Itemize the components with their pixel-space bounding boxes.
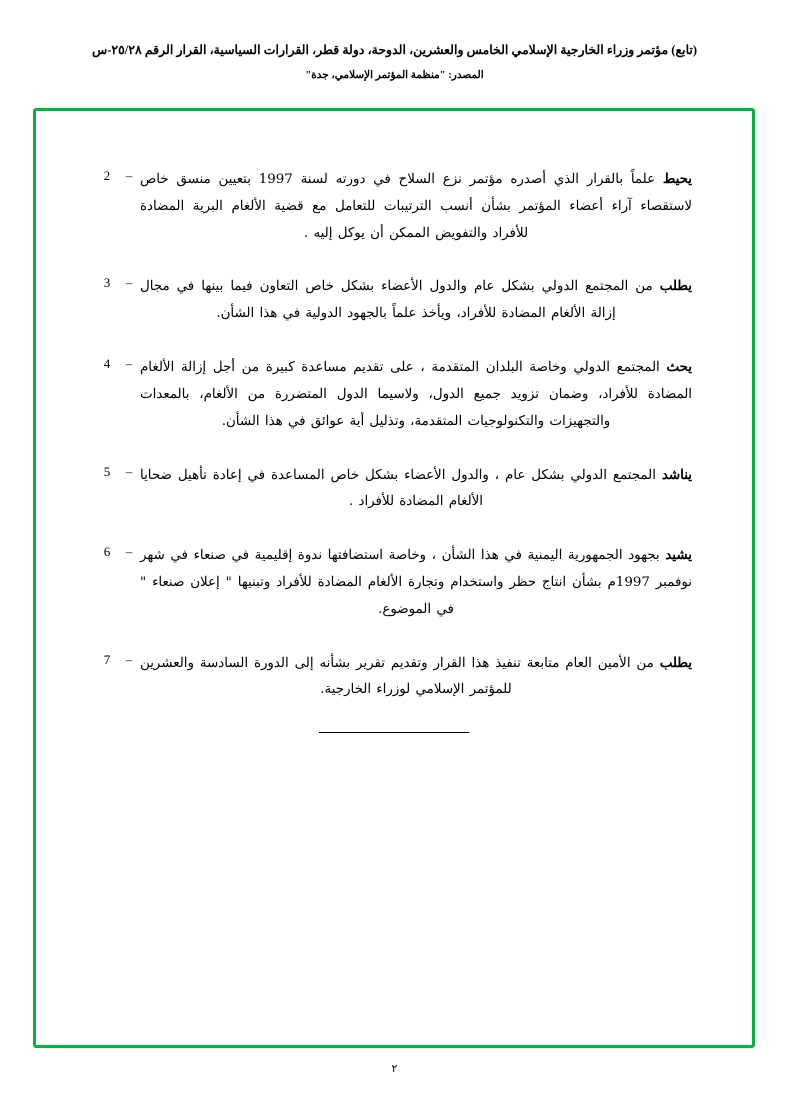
- list-item-dash: –: [125, 651, 133, 667]
- page-footer: [0, 1062, 789, 1075]
- list-item-text: [140, 273, 692, 328]
- list-item-text: [140, 462, 692, 517]
- list-item-body: علماً بالقرار الذي أصدره مؤتمر نزع السلاح في دورته لسنة 1997 بتعيين منسق خاص لاستقصاء آراء أعضاء المؤتمر بشأن أنسب الترتيبات للتعامل مع قضية الألغام البرية المضادة للأفراد والتفويض الممكن أن يوكل إليه .: [140, 172, 692, 241]
- list-item-number: 6: [103, 544, 111, 560]
- list-item-lead: يشيد: [665, 547, 692, 564]
- list-item-number: 5: [103, 463, 111, 479]
- list-item-lead: يطلب: [659, 654, 693, 671]
- header-source: المصدر: "منظمة المؤتمر الإسلامي، جدة": [305, 69, 484, 81]
- list-item-lead: يطلب: [659, 278, 692, 295]
- list-item: [96, 462, 692, 517]
- list-item-text: [140, 542, 692, 623]
- page-number: ٢: [391, 1063, 398, 1075]
- list-item-body: المجتمع الدولي بشكل عام ، والدول الأعضاء بشكل خاص المساعدة في إعادة تأهيل ضحايا الألغام المضادة للأفراد .: [140, 467, 656, 510]
- list-item-text: [140, 166, 692, 247]
- list-item-lead: يحيط: [662, 171, 693, 187]
- list-item-lead: يناشد: [661, 466, 692, 483]
- list-item: [96, 650, 692, 705]
- list-item-body: من الأمين العام متابعة تنفيذ هذا القرار وتقديم تقرير بشأنه إلى الدورة السادسة والعشرين للمؤتمر الإسلامي لوزراء الخارجية.: [140, 655, 654, 698]
- list-item-text: [140, 650, 692, 705]
- list-item-dash: –: [125, 544, 133, 560]
- list-item-dash: –: [125, 356, 133, 372]
- list-item-number: 2: [103, 168, 111, 183]
- list-item: [96, 273, 692, 328]
- page-header: [0, 42, 789, 81]
- list-item: [96, 354, 692, 435]
- list-item-body: بجهود الجمهورية اليمنية في هذا الشأن ، وخاصة استضافتها ندوة إقليمية في صنعاء في شهر نوفمبر 1997م بشأن انتاج حظر واستخدام وتجارة الألغام المضادة للأفراد وتبنيها " إعلان صنعاء " في الموضوع.: [140, 548, 693, 617]
- list-item-dash: –: [125, 275, 133, 291]
- list-item-body: من المجتمع الدولي بشكل عام والدول الأعضاء بشكل خاص التعاون فيما بينها في مجال إزالة الألغام المضادة للأفراد، ويأخذ علماً بالجهود الدولية في هذا الشأن.: [140, 279, 653, 322]
- list-item-text: [140, 354, 692, 435]
- section-divider: [319, 732, 469, 733]
- resolution-body: [96, 166, 692, 733]
- list-item: [96, 542, 692, 623]
- list-item-lead: يحث: [666, 359, 692, 376]
- list-item-dash: –: [125, 168, 133, 183]
- list-item-dash: –: [125, 463, 133, 479]
- list-item-number: 7: [103, 651, 111, 667]
- list-item: [96, 166, 692, 247]
- list-item-number: 4: [103, 356, 111, 372]
- list-item-number: 3: [103, 275, 111, 291]
- green-border-frame: [33, 108, 755, 1048]
- list-item-body: المجتمع الدولي وخاصة البلدان المتقدمة ، على تقديم مساعدة كبيرة من أجل إزالة الألغام المضادة للأفراد، وضمان تزويد جميع الدول، ولاسيما الدول المتضررة من الألغام، بالمعدات والتجهيزات والتكنولوجيات المتقدمة، وتذليل أية عوائق في هذا الشأن.: [140, 360, 692, 429]
- header-title: (تابع) مؤتمر وزراء الخارجية الإسلامي الخامس والعشرين، الدوحة، دولة قطر، القرارات السياسية، القرار الرقم ٢٥/٢٨-س: [91, 43, 698, 57]
